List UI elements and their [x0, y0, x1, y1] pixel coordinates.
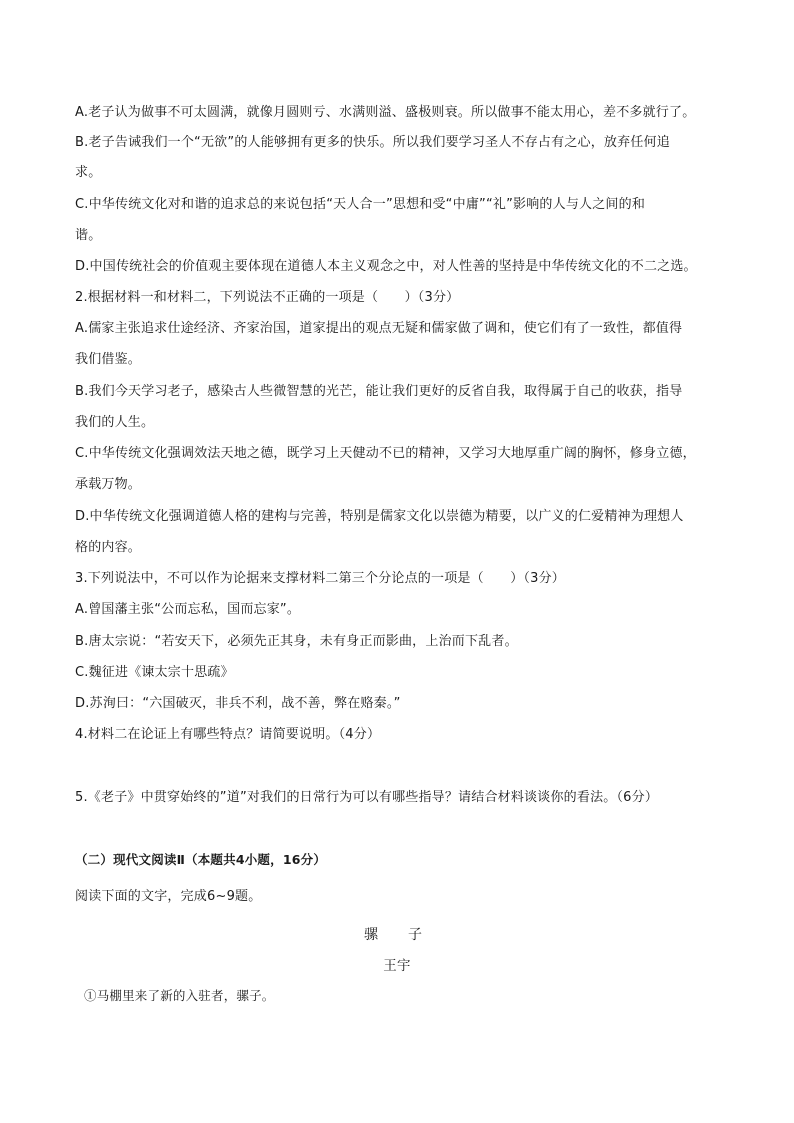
q2-option-c-line2: 承载万物。	[75, 477, 142, 492]
q2-option-c-line1: C.中华传统文化强调效法天地之德，既学习上天健动不已的精神，又学习大地厚重广阔的胸怀，修身立德，	[75, 446, 696, 461]
story-paragraph-1: ①马棚里来了新的入驻者，骡子。	[84, 988, 275, 1003]
q3-option-a: A.曾国藩主张“公而忘私，国而忘家”。	[75, 602, 301, 617]
q2-stem: 2.根据材料一和材料二，下列说法不正确的一项是（ ）（3分）	[75, 290, 460, 305]
q4-stem: 4.材料二在论证上有哪些特点？请简要说明。（4分）	[75, 727, 381, 742]
q3-stem: 3.下列说法中，不可以作为论据来支撑材料二第三个分论点的一项是（ ）（3分）	[75, 571, 565, 586]
q2-option-a-line2: 我们借鉴。	[75, 352, 142, 367]
q2-option-d-line1: D.中华传统文化强调道德人格的建构与完善，特别是儒家文化以崇德为精要，以广义的仁爱精神为理想人	[75, 509, 684, 524]
q2-option-a-line1: A.儒家主张追求仕途经济、齐家治国，道家提出的观点无疑和儒家做了调和，使它们有了一致性，都值得	[75, 321, 683, 336]
story-author: 王宇	[383, 958, 411, 974]
q1-option-c-line1: C.中华传统文化对和谐的追求总的来说包括“天人合一”思想和受“中庸”“礼”影响的人与人之间的和	[75, 197, 646, 212]
section-heading: （二）现代文阅读Ⅱ（本题共4小题，16分）	[75, 852, 327, 867]
q3-option-d: D.苏洵曰：“六国破灭，非兵不利，战不善，弊在赂秦。”	[75, 696, 401, 711]
q1-option-d: D.中国传统社会的价值观主要体现在道德人本主义观念之中，对人性善的坚持是中华传统文化的不二之选。	[75, 259, 697, 274]
q1-option-c-line2: 谐。	[75, 228, 102, 243]
q1-option-b-line2: 求。	[75, 165, 102, 180]
q5-stem: 5.《老子》中贯穿始终的”道”对我们的日常行为可以有哪些指导？请结合材料谈谈你的看法。（6分）	[75, 790, 659, 805]
reading-instruction: 阅读下面的文字，完成6~9题。	[75, 889, 262, 904]
q2-option-b-line1: B.我们今天学习老子，感染古人些微智慧的光芒，能让我们更好的反省自我，取得属于自己的收获，指导	[75, 384, 683, 399]
q1-option-b-line1: B.老子告诫我们一个“无欲”的人能够拥有更多的快乐。所以我们要学习圣人不存占有之心，放弃任何追	[75, 135, 670, 150]
q1-option-a: A.老子认为做事不可太圆满，就像月圆则亏、水满则溢、盛极则衰。所以做事不能太用心，差不多就行了。	[75, 105, 696, 120]
q3-option-b: B.唐太宗说：“若安天下，必须先正其身，未有身正而影曲，上治而下乱者。	[75, 634, 518, 649]
q2-option-d-line2: 格的内容。	[75, 540, 142, 555]
q2-option-b-line2: 我们的人生。	[75, 415, 155, 430]
story-title: 骡 子	[364, 927, 430, 943]
q3-option-c: C.魏征进《谏太宗十思疏》	[75, 665, 234, 680]
